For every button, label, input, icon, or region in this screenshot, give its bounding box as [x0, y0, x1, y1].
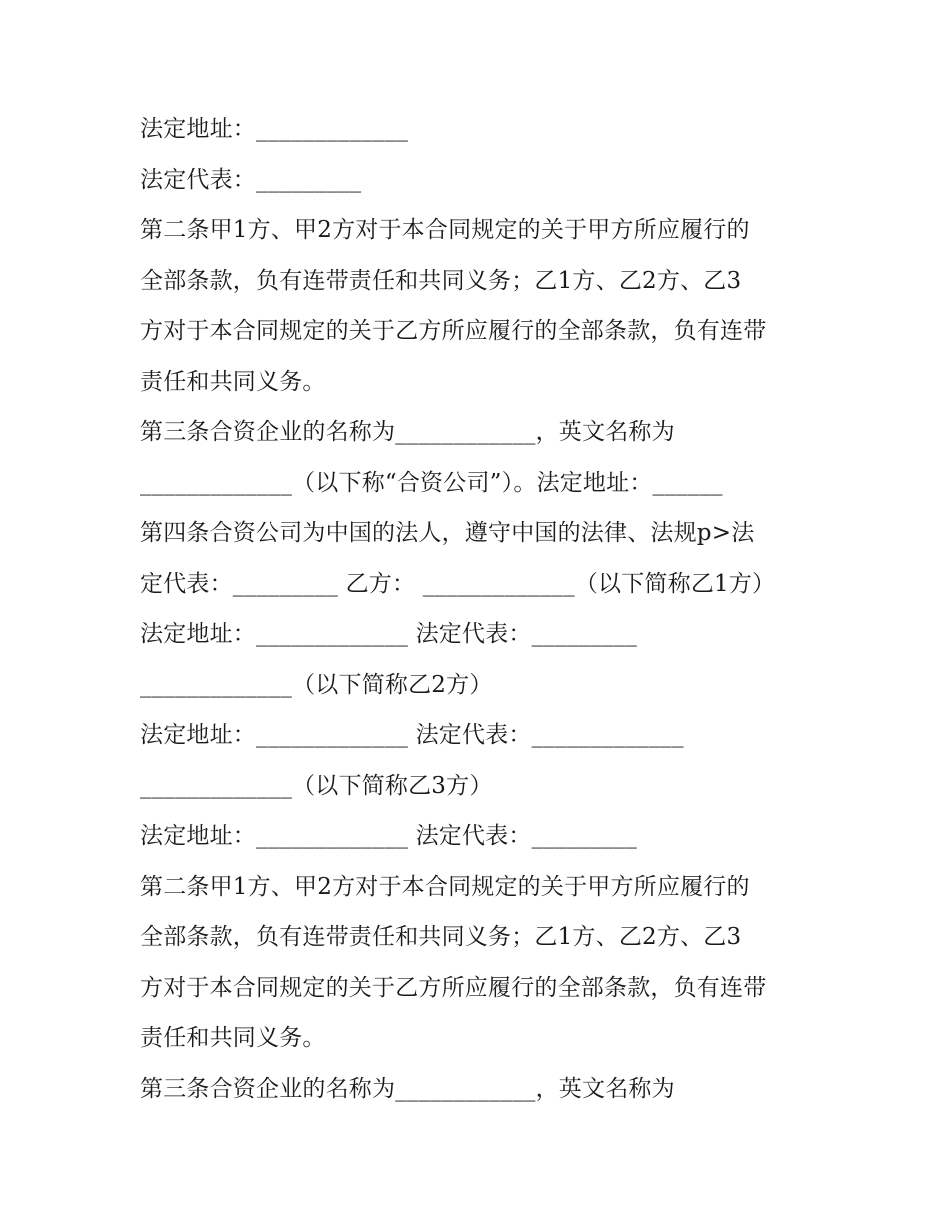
text-line: _____________（以下称“合资公司”）。法定地址：______: [140, 469, 723, 496]
text-line: _____________（以下简称乙2方）: [140, 671, 493, 698]
document-page: [140, 104, 820, 1114]
text-line: 第二条甲1方、甲2方对于本合同规定的关于甲方所应履行的: [140, 873, 750, 900]
text-line: 法定地址：_____________ 法定代表：_____________: [140, 722, 684, 748]
text-line: 第四条合资公司为中国的法人，遵守中国的法律、法规p>法: [140, 520, 755, 546]
text-line: 方对于本合同规定的关于乙方所应履行的全部条款，负有连带: [140, 318, 767, 344]
text-line: 责任和共同义务。: [140, 1025, 326, 1051]
text-line: 法定地址：_____________ 法定代表：_________: [140, 621, 637, 647]
text-line: 定代表：_________ 乙方： _____________（以下简称乙1方）: [140, 570, 776, 597]
text-line: 第三条合资企业的名称为____________，英文名称为: [140, 419, 675, 445]
text-line: 法定地址：_____________ 法定代表：_________: [140, 823, 637, 849]
text-line: 第二条甲1方、甲2方对于本合同规定的关于甲方所应履行的: [140, 217, 750, 243]
text-line: 全部条款，负有连带责任和共同义务；乙1方、乙2方、乙3: [140, 924, 742, 950]
text-line: 法定代表：_________: [140, 166, 362, 193]
text-line: 第三条合资企业的名称为____________，英文名称为: [140, 1075, 675, 1102]
text-line: 责任和共同义务。: [140, 368, 326, 395]
text-line: _____________（以下简称乙3方）: [140, 772, 493, 799]
text-line: 全部条款，负有连带责任和共同义务；乙1方、乙2方、乙3: [140, 267, 742, 294]
text-line: 方对于本合同规定的关于乙方所应履行的全部条款，负有连带: [140, 974, 767, 1001]
text-line: 法定地址：_____________: [140, 116, 409, 142]
